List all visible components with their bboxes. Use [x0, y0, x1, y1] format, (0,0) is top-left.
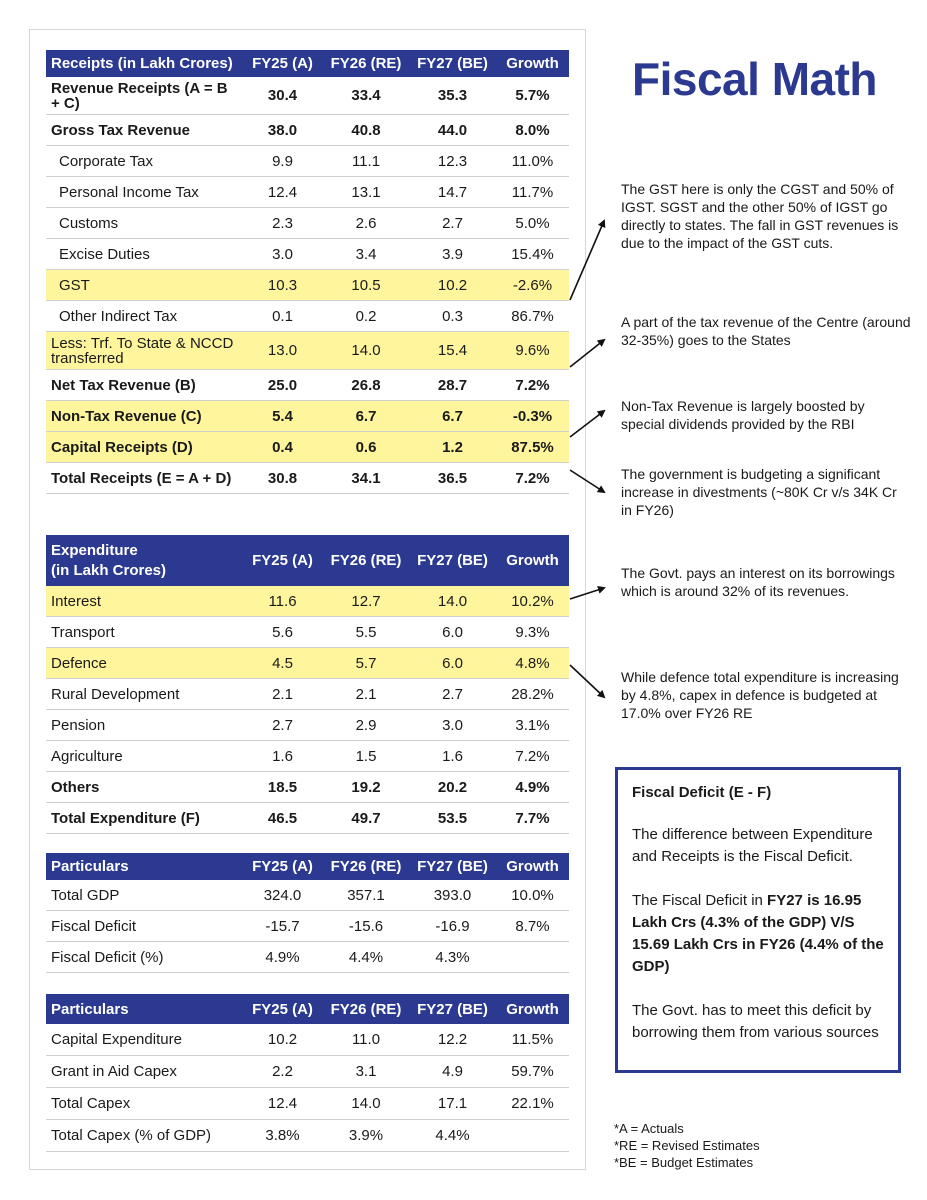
column-header: Growth: [496, 535, 569, 586]
cell-value: 4.3%: [409, 942, 496, 973]
column-header: FY27 (BE): [409, 853, 496, 880]
cell-value: 3.9%: [323, 1120, 409, 1152]
note-capital: The government is budgeting a significant increase in divestments (~80K Cr v/s 34K Cr in FY26): [621, 466, 897, 518]
cell-value: 14.0: [323, 1088, 409, 1120]
column-header: Growth: [496, 994, 569, 1024]
cell-value: 33.4: [323, 77, 409, 115]
box-text: The Fiscal Deficit in: [632, 892, 768, 909]
cell-value: 393.0: [409, 880, 496, 911]
cell-value: 5.4: [242, 401, 323, 432]
cell-value: 3.9: [409, 239, 496, 270]
cell-value: 3.0: [409, 710, 496, 741]
cell-value: 0.3: [409, 301, 496, 332]
page-title: Fiscal Math: [632, 53, 878, 105]
cell-value: 87.5%: [496, 432, 569, 463]
column-header: Particulars: [46, 994, 242, 1024]
cell-value: 1.5: [323, 741, 409, 772]
column-header: FY26 (RE): [323, 50, 409, 77]
cell-value: 12.4: [242, 1088, 323, 1120]
row-label: Agriculture: [46, 741, 242, 772]
row-label: Total Capex: [46, 1088, 242, 1120]
row-label: Total Capex (% of GDP): [46, 1120, 242, 1152]
row-label: Total Receipts (E = A + D): [46, 463, 242, 494]
cell-value: 3.4: [323, 239, 409, 270]
cell-value: 9.3%: [496, 617, 569, 648]
row-label: Corporate Tax: [46, 146, 242, 177]
cell-value: 86.7%: [496, 301, 569, 332]
cell-value: 3.0: [242, 239, 323, 270]
cell-value: 13.1: [323, 177, 409, 208]
cell-value: 3.1%: [496, 710, 569, 741]
row-label: Non-Tax Revenue (C): [46, 401, 242, 432]
row-label: Customs: [46, 208, 242, 239]
cell-value: 11.7%: [496, 177, 569, 208]
cell-value: 4.4%: [409, 1120, 496, 1152]
cell-value: 0.1: [242, 301, 323, 332]
cell-value: 1.6: [242, 741, 323, 772]
arrow-capital: [570, 470, 604, 492]
cell-value: 2.7: [242, 710, 323, 741]
note-states: A part of the tax revenue of the Centre (around 32-35%) goes to the States: [621, 314, 911, 348]
cell-value: 20.2: [409, 772, 496, 803]
cell-value: -2.6%: [496, 270, 569, 301]
row-label: Net Tax Revenue (B): [46, 370, 242, 401]
cell-value: 19.2: [323, 772, 409, 803]
cell-value: 26.8: [323, 370, 409, 401]
arrow-interest: [570, 588, 604, 599]
fiscal-deficit-box: [615, 767, 901, 1073]
cell-value: 8.7%: [496, 911, 569, 942]
row-label: Defence: [46, 648, 242, 679]
arrow-nontax: [570, 411, 604, 437]
row-label: Fiscal Deficit: [46, 911, 242, 942]
cell-value: 11.1: [323, 146, 409, 177]
cell-value: 8.0%: [496, 115, 569, 146]
column-header: Receipts (in Lakh Crores): [46, 50, 242, 77]
cell-value: 11.6: [242, 586, 323, 617]
cell-value: 4.8%: [496, 648, 569, 679]
cell-value: 5.0%: [496, 208, 569, 239]
cell-value: 9.9: [242, 146, 323, 177]
column-header: FY26 (RE): [323, 994, 409, 1024]
box-paragraph: [632, 890, 884, 978]
cell-value: 14.7: [409, 177, 496, 208]
cell-value: 12.3: [409, 146, 496, 177]
cell-value: 10.2%: [496, 586, 569, 617]
box-heading: Fiscal Deficit (E - F): [632, 784, 772, 801]
row-label: Gross Tax Revenue: [46, 115, 242, 146]
cell-value: 5.7: [323, 648, 409, 679]
cell-value: 11.5%: [496, 1024, 569, 1056]
cell-value: 4.9%: [496, 772, 569, 803]
note-nontax: Non-Tax Revenue is largely boosted by special dividends provided by the RBI: [621, 398, 865, 432]
cell-value: 6.7: [323, 401, 409, 432]
cell-value: 40.8: [323, 115, 409, 146]
row-label: Interest: [46, 586, 242, 617]
cell-value: 10.5: [323, 270, 409, 301]
column-header: Growth: [496, 853, 569, 880]
row-label: Total Expenditure (F): [46, 803, 242, 834]
row-label: Others: [46, 772, 242, 803]
cell-value: 12.7: [323, 586, 409, 617]
cell-value: 17.1: [409, 1088, 496, 1120]
box-bold-text: FY27 is 16.95 Lakh Crs (4.3% of the GDP) V/S 15.69 Lakh Crs in FY26 (4.4% of the GDP): [632, 892, 884, 975]
cell-value: 12.2: [409, 1024, 496, 1056]
arrow-gst: [570, 221, 604, 300]
arrow-defence: [570, 665, 604, 697]
cell-value: 324.0: [242, 880, 323, 911]
box-paragraph: The difference between Expenditure and Receipts is the Fiscal Deficit.: [632, 826, 873, 865]
cell-value: 59.7%: [496, 1056, 569, 1088]
cell-value: 4.9%: [242, 942, 323, 973]
cell-value: 1.2: [409, 432, 496, 463]
cell-value: 28.7: [409, 370, 496, 401]
cell-value: 2.7: [409, 208, 496, 239]
row-label: Revenue Receipts (A = B + C): [46, 77, 242, 115]
row-label: Pension: [46, 710, 242, 741]
cell-value: 4.4%: [323, 942, 409, 973]
row-label: Less: Trf. To State & NCCD transferred: [46, 332, 242, 370]
cell-value: 5.6: [242, 617, 323, 648]
note-interest: The Govt. pays an interest on its borrowings which is around 32% of its revenues.: [621, 565, 895, 599]
cell-value: 7.2%: [496, 741, 569, 772]
cell-value: 2.3: [242, 208, 323, 239]
cell-value: 14.0: [409, 586, 496, 617]
cell-value: 38.0: [242, 115, 323, 146]
cell-value: 0.6: [323, 432, 409, 463]
footnote: *BE = Budget Estimates: [614, 1155, 754, 1170]
cell-value: 10.0%: [496, 880, 569, 911]
column-header: FY27 (BE): [409, 535, 496, 586]
column-header: FY25 (A): [242, 535, 323, 586]
cell-value: 14.0: [323, 332, 409, 370]
cell-value: -16.9: [409, 911, 496, 942]
cell-value: 3.8%: [242, 1120, 323, 1152]
column-header: FY25 (A): [242, 994, 323, 1024]
cell-value: 3.1: [323, 1056, 409, 1088]
row-label: Fiscal Deficit (%): [46, 942, 242, 973]
cell-value: 53.5: [409, 803, 496, 834]
cell-value: 1.6: [409, 741, 496, 772]
cell-value: 18.5: [242, 772, 323, 803]
cell-value: 11.0%: [496, 146, 569, 177]
cell-value: 4.5: [242, 648, 323, 679]
cell-value: 36.5: [409, 463, 496, 494]
cell-value: 28.2%: [496, 679, 569, 710]
cell-value: 7.2%: [496, 463, 569, 494]
cell-value: -15.7: [242, 911, 323, 942]
row-label: Capital Expenditure: [46, 1024, 242, 1056]
cell-value: 30.4: [242, 77, 323, 115]
cell-value: 2.1: [242, 679, 323, 710]
cell-value: 12.4: [242, 177, 323, 208]
cell-value: 6.0: [409, 648, 496, 679]
cell-value: 10.2: [409, 270, 496, 301]
cell-value: 2.1: [323, 679, 409, 710]
cell-value: 2.7: [409, 679, 496, 710]
cell-value: -0.3%: [496, 401, 569, 432]
row-label: GST: [46, 270, 242, 301]
row-label: Transport: [46, 617, 242, 648]
cell-value: 357.1: [323, 880, 409, 911]
cell-value: 7.2%: [496, 370, 569, 401]
cell-value: 44.0: [409, 115, 496, 146]
cell-value: 7.7%: [496, 803, 569, 834]
cell-value: 0.4: [242, 432, 323, 463]
row-label: Grant in Aid Capex: [46, 1056, 242, 1088]
cell-value: 2.2: [242, 1056, 323, 1088]
column-header: FY27 (BE): [409, 50, 496, 77]
footnote: *A = Actuals: [614, 1121, 684, 1136]
cell-value: 25.0: [242, 370, 323, 401]
column-header: FY25 (A): [242, 50, 323, 77]
cell-value: 11.0: [323, 1024, 409, 1056]
note-defence: While defence total expenditure is increasing by 4.8%, capex in defence is budgeted at 17.0% over FY26 RE: [621, 669, 899, 721]
box-paragraph: The Govt. has to meet this deficit by borrowing them from various sources: [632, 1002, 879, 1041]
column-header: Growth: [496, 50, 569, 77]
cell-value: 9.6%: [496, 332, 569, 370]
footnotes: [614, 1120, 760, 1171]
cell-value: 5.5: [323, 617, 409, 648]
cell-value: 22.1%: [496, 1088, 569, 1120]
note-gst: The GST here is only the CGST and 50% of IGST. SGST and the other 50% of IGST go directly to states. The fall in GST revenues is due to the impact of the GST cuts.: [621, 181, 899, 251]
cell-value: 2.6: [323, 208, 409, 239]
cell-value: 15.4: [409, 332, 496, 370]
cell-value: 5.7%: [496, 77, 569, 115]
cell-value: 35.3: [409, 77, 496, 115]
cell-value: 10.2: [242, 1024, 323, 1056]
column-header: FY25 (A): [242, 853, 323, 880]
row-label: Personal Income Tax: [46, 177, 242, 208]
row-label: Other Indirect Tax: [46, 301, 242, 332]
column-header: Expenditure (in Lakh Crores): [46, 535, 242, 586]
cell-value: 15.4%: [496, 239, 569, 270]
column-header: FY26 (RE): [323, 535, 409, 586]
column-header: FY26 (RE): [323, 853, 409, 880]
arrow-states: [570, 340, 604, 367]
row-label: Capital Receipts (D): [46, 432, 242, 463]
row-label: Rural Development: [46, 679, 242, 710]
cell-value: 0.2: [323, 301, 409, 332]
cell-value: 6.0: [409, 617, 496, 648]
cell-value: 4.9: [409, 1056, 496, 1088]
row-label: Total GDP: [46, 880, 242, 911]
cell-value: -15.6: [323, 911, 409, 942]
column-header: Particulars: [46, 853, 242, 880]
footnote: *RE = Revised Estimates: [614, 1138, 760, 1153]
cell-value: 10.3: [242, 270, 323, 301]
row-label: Excise Duties: [46, 239, 242, 270]
cell-value: 34.1: [323, 463, 409, 494]
column-header: FY27 (BE): [409, 994, 496, 1024]
cell-value: 30.8: [242, 463, 323, 494]
cell-value: 13.0: [242, 332, 323, 370]
cell-value: 46.5: [242, 803, 323, 834]
cell-value: 6.7: [409, 401, 496, 432]
cell-value: 2.9: [323, 710, 409, 741]
cell-value: 49.7: [323, 803, 409, 834]
